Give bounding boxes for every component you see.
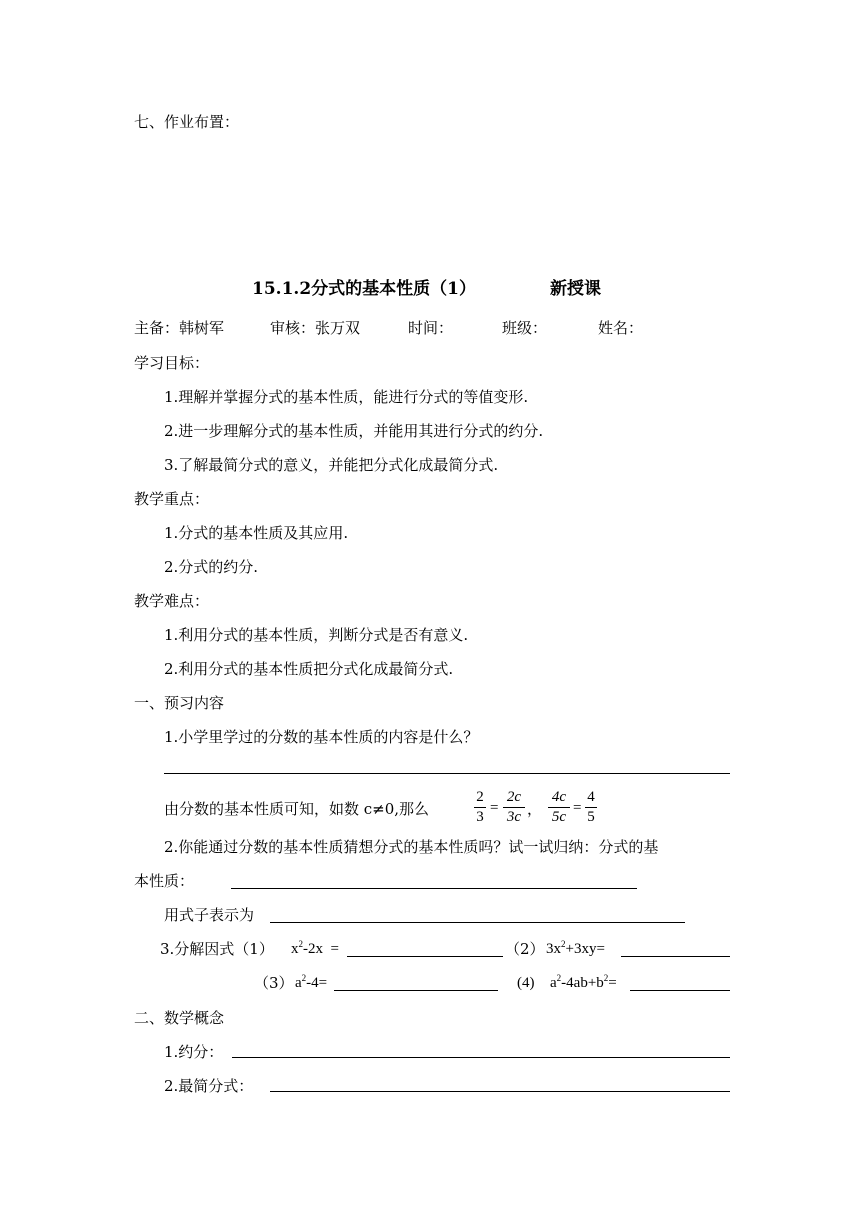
fraction-2c-3c: 2c 3c xyxy=(503,789,525,826)
preview-question-1: 1.小学里学过的分数的基本性质的内容是什么？ xyxy=(164,728,479,746)
fraction-2-3: 2 3 xyxy=(474,789,486,826)
preview-q2-expression-label: 用式子表示为 xyxy=(164,906,255,924)
lesson-title: 15.1.2分式的基本性质（1） xyxy=(252,279,476,299)
answer-line xyxy=(270,1091,730,1092)
difficulties-heading: 教学难点： xyxy=(134,592,210,610)
meta-time: 时间： xyxy=(408,319,454,337)
preview-question-2-cont: 本性质： xyxy=(134,872,195,890)
meta-class: 班级： xyxy=(502,319,548,337)
answer-line xyxy=(630,990,730,991)
section-homework-heading: 七、作业布置： xyxy=(134,113,240,131)
factor-label-2: （2） xyxy=(505,940,545,958)
objective-item: 2.进一步理解分式的基本性质，并能用其进行分式的约分. xyxy=(164,422,544,440)
meta-preparer: 主备：韩树军 xyxy=(134,319,225,337)
objectives-heading: 学习目标： xyxy=(134,354,210,372)
equals-sign: = xyxy=(573,800,582,816)
key-points-heading: 教学重点： xyxy=(134,490,210,508)
concept-reduction: 1.约分： xyxy=(164,1043,224,1061)
answer-line xyxy=(231,888,637,889)
factor-expr-2: $3x^2+3xy=$ xyxy=(546,939,605,957)
answer-line xyxy=(270,922,685,923)
lesson-type: 新授课 xyxy=(550,279,601,299)
meta-name: 姓名： xyxy=(598,319,644,337)
factor-label-4: (4) xyxy=(517,975,535,991)
factor-expr-1: $x^2-2x$ = xyxy=(291,939,339,957)
concepts-heading: 二、数学概念 xyxy=(134,1009,225,1027)
answer-line xyxy=(232,1057,730,1058)
comma: ， xyxy=(527,800,543,818)
equals-sign: = xyxy=(490,800,499,816)
key-point-item: 1.分式的基本性质及其应用. xyxy=(164,524,349,542)
key-point-item: 2.分式的约分. xyxy=(164,558,259,576)
difficulty-item: 2.利用分式的基本性质把分式化成最简分式. xyxy=(164,660,454,678)
concept-simplest-fraction: 2.最简分式： xyxy=(164,1077,254,1095)
objective-item: 3.了解最简分式的意义，并能把分式化成最简分式. xyxy=(164,456,499,474)
answer-line xyxy=(164,773,730,774)
objective-item: 1.理解并掌握分式的基本性质，能进行分式的等值变形. xyxy=(164,388,529,406)
preview-question-2: 2.你能通过分数的基本性质猜想分式的基本性质吗？试一试归纳：分式的基 xyxy=(164,838,659,856)
preview-heading: 一、预习内容 xyxy=(134,694,225,712)
answer-line xyxy=(334,990,498,991)
meta-reviewer: 审核：张万双 xyxy=(270,319,361,337)
factor-expr-4: $a^2-4ab+b^2=$ xyxy=(550,973,617,991)
answer-line xyxy=(621,956,730,957)
preview-q1-note: 由分数的基本性质可知，如数 c≠0,那么 xyxy=(164,800,430,818)
preview-question-3: 3.分解因式（1） xyxy=(160,940,274,958)
factor-expr-3: $a^2-4=$ xyxy=(295,973,328,991)
fraction-4c-5c: 4c 5c xyxy=(548,789,570,826)
factor-label-3: （3） xyxy=(254,974,294,992)
answer-line xyxy=(347,956,503,957)
difficulty-item: 1.利用分式的基本性质，判断分式是否有意义. xyxy=(164,626,469,644)
fraction-4-5: 4 5 xyxy=(585,789,597,826)
